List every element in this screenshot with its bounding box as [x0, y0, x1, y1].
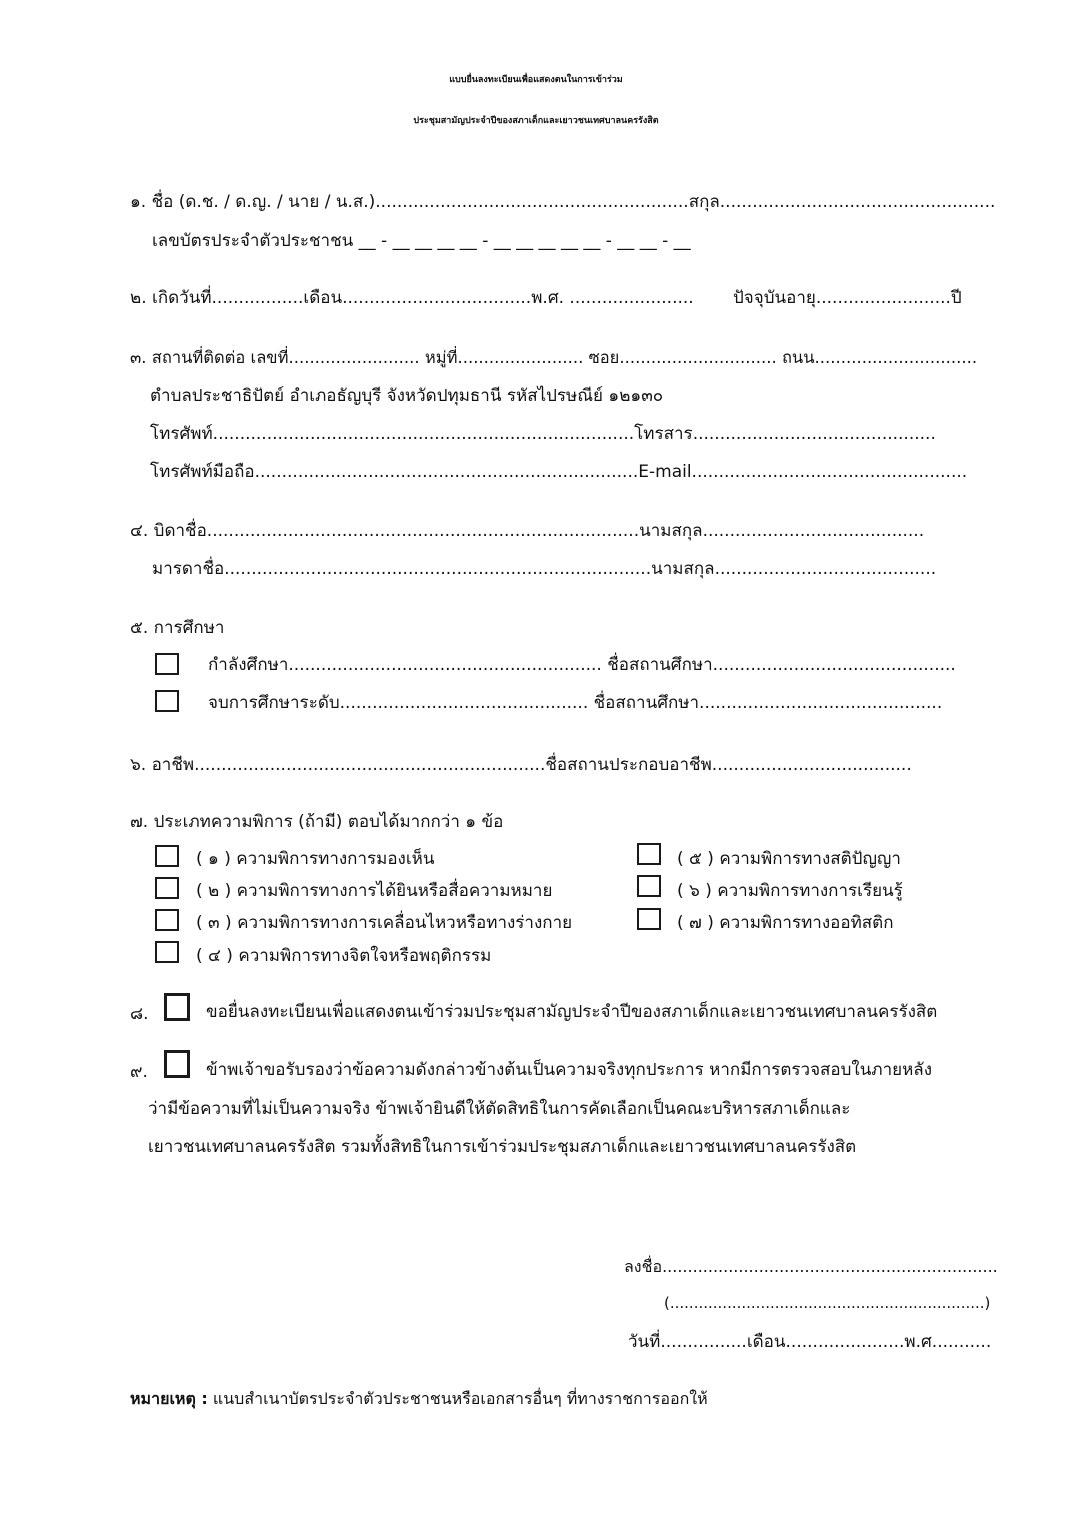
footnote-text: แนบสำเนาบัตรประจำตัวประชาชนหรือเอกสารอื่นๆ ที่ทางราชการออกให้ [207, 1389, 708, 1408]
register-consent-checkbox[interactable] [164, 993, 190, 1021]
disability-option-7-checkbox[interactable] [637, 908, 661, 930]
footnote-label: หมายเหตุ : [130, 1389, 208, 1408]
disability-option-5-label: ( ๕ ) ความพิการทางสติปัญญา [677, 849, 901, 869]
disability-heading: ๗. ประเภทความพิการ (ถ้ามี) ตอบได้มากกว่า ๑ ข้อ [130, 812, 504, 832]
disability-option-1-label: ( ๑ ) ความพิการทางการมองเห็น [196, 849, 435, 869]
disability-option-2-checkbox[interactable] [155, 877, 179, 899]
mother-name-field-line[interactable]: มารดาชื่อ...............................................................................นามสกุล......................................... [152, 559, 937, 579]
certify-text-line3: เยาวชนเทศบาลนครรังสิต รวมทั้งสิทธิในการเข้าร่วมประชุมสภาเด็กและเยาวชนเทศบาลนครรังสิต [148, 1137, 857, 1157]
father-name-field-line[interactable]: ๔. บิดาชื่อ................................................................................นามสกุล......................................... [130, 521, 925, 541]
studying-field-line[interactable]: กำลังศึกษา.......................................................... ชื่อสถานศึกษา............................................. [208, 655, 956, 675]
disability-option-4-label: ( ๔ ) ความพิการทางจิตใจหรือพฤติกรรม [196, 946, 492, 966]
footnote [130, 1391, 708, 1407]
disability-option-3-label: ( ๓ ) ความพิการทางการเคลื่อนไหวหรือทางร่างกาย [196, 913, 573, 933]
printed-name-field-line[interactable]: (..................................................................) [664, 1294, 991, 1312]
occupation-field-line[interactable]: ๖. อาชีพ.................................................................ชื่อสถานประกอบอาชีพ..................................... [130, 755, 912, 775]
disability-option-2-label: ( ๒ ) ความพิการทางการได้ยินหรือสื่อความหมาย [196, 881, 553, 901]
disability-option-7-label: ( ๗ ) ความพิการทางออทิสติก [677, 913, 894, 933]
phone-fax-field-line[interactable]: โทรศัพท์..............................................................................โทรสาร............................................. [150, 424, 936, 444]
section-9-number: ๙. [130, 1062, 148, 1082]
form-title-line2: ประชุมสามัญประจำปีของสภาเด็กและเยาวชนเทศบาลนครรังสิต [413, 116, 659, 126]
graduated-checkbox[interactable] [155, 690, 179, 712]
disability-option-4-checkbox[interactable] [155, 941, 179, 963]
form-title-line1: แบบยื่นลงทะเบียนเพื่อแสดงตนในการเข้าร่วม [449, 75, 623, 85]
mobile-email-field-line[interactable]: โทรศัพท์มือถือ.......................................................................E-mail................................................... [150, 462, 968, 482]
name-field-line[interactable]: ๑. ชื่อ (ด.ช. / ด.ญ. / นาย / น.ส.)..........................................................สกุล................................................... [130, 192, 996, 212]
address-field-line[interactable]: ๓. สถานที่ติดต่อ เลขที่......................... หมู่ที่........................ ซอย.............................. ถนน............................... [130, 348, 978, 367]
register-consent-text: ขอยื่นลงทะเบียนเพื่อแสดงตนเข้าร่วมประชุมสามัญประจำปีของสภาเด็กและเยาวชนเทศบาลนครรังสิต [206, 1002, 938, 1022]
disability-option-6-checkbox[interactable] [637, 875, 661, 897]
certify-text-line2: ว่ามีข้อความที่ไม่เป็นความจริง ข้าพเจ้ายินดีให้ตัดสิทธิในการคัดเลือกเป็นคณะบริหารสภาเด็กและ [148, 1099, 851, 1119]
disability-option-5-checkbox[interactable] [637, 843, 661, 865]
section-8-number: ๘. [130, 1004, 149, 1024]
disability-option-6-label: ( ๖ ) ความพิการทางการเรียนรู้ [677, 881, 903, 901]
birth-date-field-line[interactable]: ๒. เกิดวันที่.................เดือน...................................พ.ศ. ....................... [130, 288, 694, 308]
studying-checkbox[interactable] [155, 653, 179, 675]
id-number-field-line[interactable]: เลขบัตรประจำตัวประชาชน __ - __ __ __ __ - __ __ __ __ __ - __ __ - __ [152, 231, 691, 251]
age-field-line[interactable]: ปัจจุบันอายุ.........................ปี [733, 288, 962, 308]
signature-field-line[interactable]: ลงชื่อ.................................................................. [624, 1257, 998, 1276]
certify-checkbox[interactable] [164, 1050, 190, 1078]
education-heading: ๕. การศึกษา [130, 618, 225, 638]
disability-option-3-checkbox[interactable] [155, 909, 179, 931]
district-line: ตำบลประชาธิปัตย์ อำเภอธัญบุรี จังหวัดปทุมธานี รหัสไปรษณีย์ ๑๒๑๓๐ [150, 386, 664, 406]
signature-date-field-line[interactable]: วันที่................เดือน......................พ.ศ........... [628, 1332, 992, 1352]
disability-option-1-checkbox[interactable] [155, 845, 179, 867]
graduated-field-line[interactable]: จบการศึกษาระดับ.............................................. ชื่อสถานศึกษา............................................. [208, 693, 943, 713]
certify-text-line1: ข้าพเจ้าขอรับรองว่าข้อความดังกล่าวข้างต้นเป็นความจริงทุกประการ หากมีการตรวจสอบในภายหลัง [206, 1060, 932, 1080]
